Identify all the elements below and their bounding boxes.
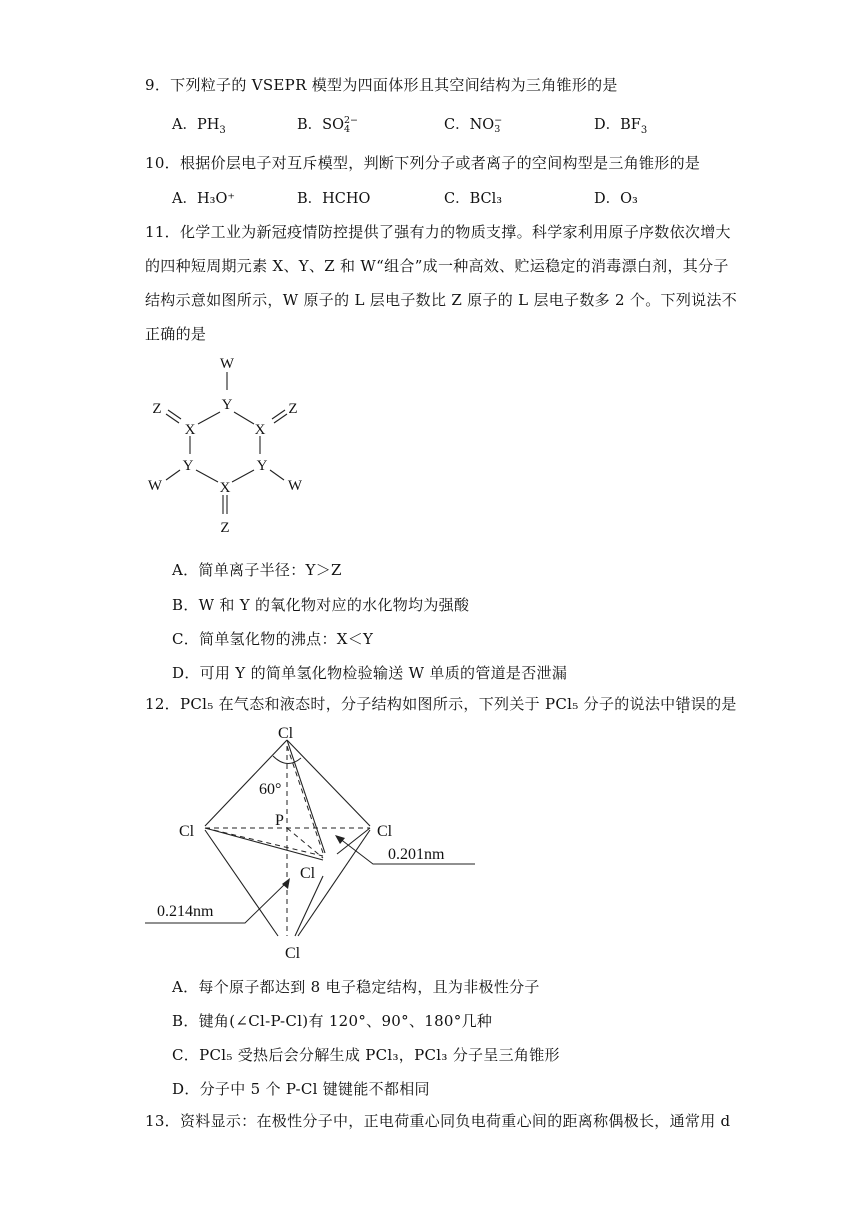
cl-left: Cl xyxy=(179,823,195,840)
q11-option-c: C．简单氢化物的沸点：X＜Y xyxy=(172,630,374,648)
q12-emphasis: 错误 xyxy=(675,695,707,713)
q11-option-d: D．可用 Y 的简单氢化物检验输送 W 单质的管道是否泄漏 xyxy=(172,664,568,682)
q10-option-b: B．HCHO xyxy=(297,191,371,207)
cl-top: Cl xyxy=(278,725,294,742)
q9-option-b: B．SO 2− 4 xyxy=(297,115,358,135)
atom-z-left: Z xyxy=(152,401,162,417)
q9-stem: 9．下列粒子的 VSEPR 模型为四面体形且其空间结构为三角锥形的是 xyxy=(145,76,618,94)
q11-stem-line-3: 结构示意如图所示，W 原子的 L 层电子数比 Z 原子的 L 层电子数多 2 个。下列说法不 xyxy=(145,291,738,309)
length-equatorial: 0.201nm xyxy=(388,846,445,863)
atom-x-right: X xyxy=(254,422,266,438)
q12-option-c: C．PCl₅ 受热后会分解生成 PCl₃，PCl₃ 分子呈三角锥形 xyxy=(172,1046,560,1064)
atom-w-top: W xyxy=(219,356,235,372)
q10-stem: 10．根据价层电子对互斥模型，判断下列分子或者离子的空间构型是三角锥形的是 xyxy=(145,154,701,172)
atom-w-right: W xyxy=(287,478,303,494)
atom-y-right: Y xyxy=(256,458,268,474)
q10-option-d: D．O₃ xyxy=(594,191,638,207)
q11-molecule-diagram xyxy=(140,352,320,538)
q11-stem-line-1: 11．化学工业为新冠疫情防控提供了强有力的物质支撑。科学家利用原子序数依次增大 xyxy=(145,223,731,241)
atom-z-bottom: Z xyxy=(220,520,230,536)
cl-bottom: Cl xyxy=(285,945,301,962)
length-axial: 0.214nm xyxy=(157,903,214,920)
q10-option-a: A．H₃O⁺ xyxy=(172,191,235,207)
atom-y-left: Y xyxy=(182,458,194,474)
q12-option-d: D．分子中 5 个 P-Cl 键键能不都相同 xyxy=(172,1080,430,1098)
q12-option-b: B．键角(∠Cl-P-Cl)有 120°、90°、180°几种 xyxy=(172,1012,493,1030)
q11-stem-line-2: 的四种短周期元素 X、Y、Z 和 W“组合”成一种高效、贮运稳定的消毒漂白剂，其分子 xyxy=(145,257,729,275)
q13-stem: 13．资料显示：在极性分子中，正电荷重心同负电荷重心间的距离称偶极长，通常用 d xyxy=(145,1112,731,1130)
q12-option-a: A．每个原子都达到 8 电子稳定结构，且为非极性分子 xyxy=(172,978,540,996)
q9-option-d: D．$BF_3$ xyxy=(594,117,648,136)
q12-pcl5-diagram xyxy=(145,718,485,966)
cl-right: Cl xyxy=(377,823,393,840)
atom-x-left: X xyxy=(184,422,196,438)
q9-option-c: C．NO − 3 xyxy=(444,115,503,135)
q12-stem: 12．PCl₅ 在气态和液态时，分子结构如图所示，下列关于 PCl₅ 分子的说法中错误的是 xyxy=(145,695,737,713)
atom-z-right: Z xyxy=(288,401,298,417)
atom-y-top: Y xyxy=(221,397,233,413)
q11-option-a: A．简单离子半径：Y＞Z xyxy=(172,561,342,579)
q10-option-c: C．BCl₃ xyxy=(444,191,503,207)
angle-label: 60° xyxy=(259,781,282,798)
p-atom: P xyxy=(275,812,284,829)
q9-option-a: A．$PH_3$ xyxy=(172,117,226,136)
q11-option-b: B．W 和 Y 的氧化物对应的水化物均为强酸 xyxy=(172,596,470,614)
cl-front: Cl xyxy=(300,865,316,882)
q11-stem-line-4: 正确的是 xyxy=(145,325,207,343)
atom-x-bottom: X xyxy=(219,480,231,496)
atom-w-left: W xyxy=(147,478,163,494)
